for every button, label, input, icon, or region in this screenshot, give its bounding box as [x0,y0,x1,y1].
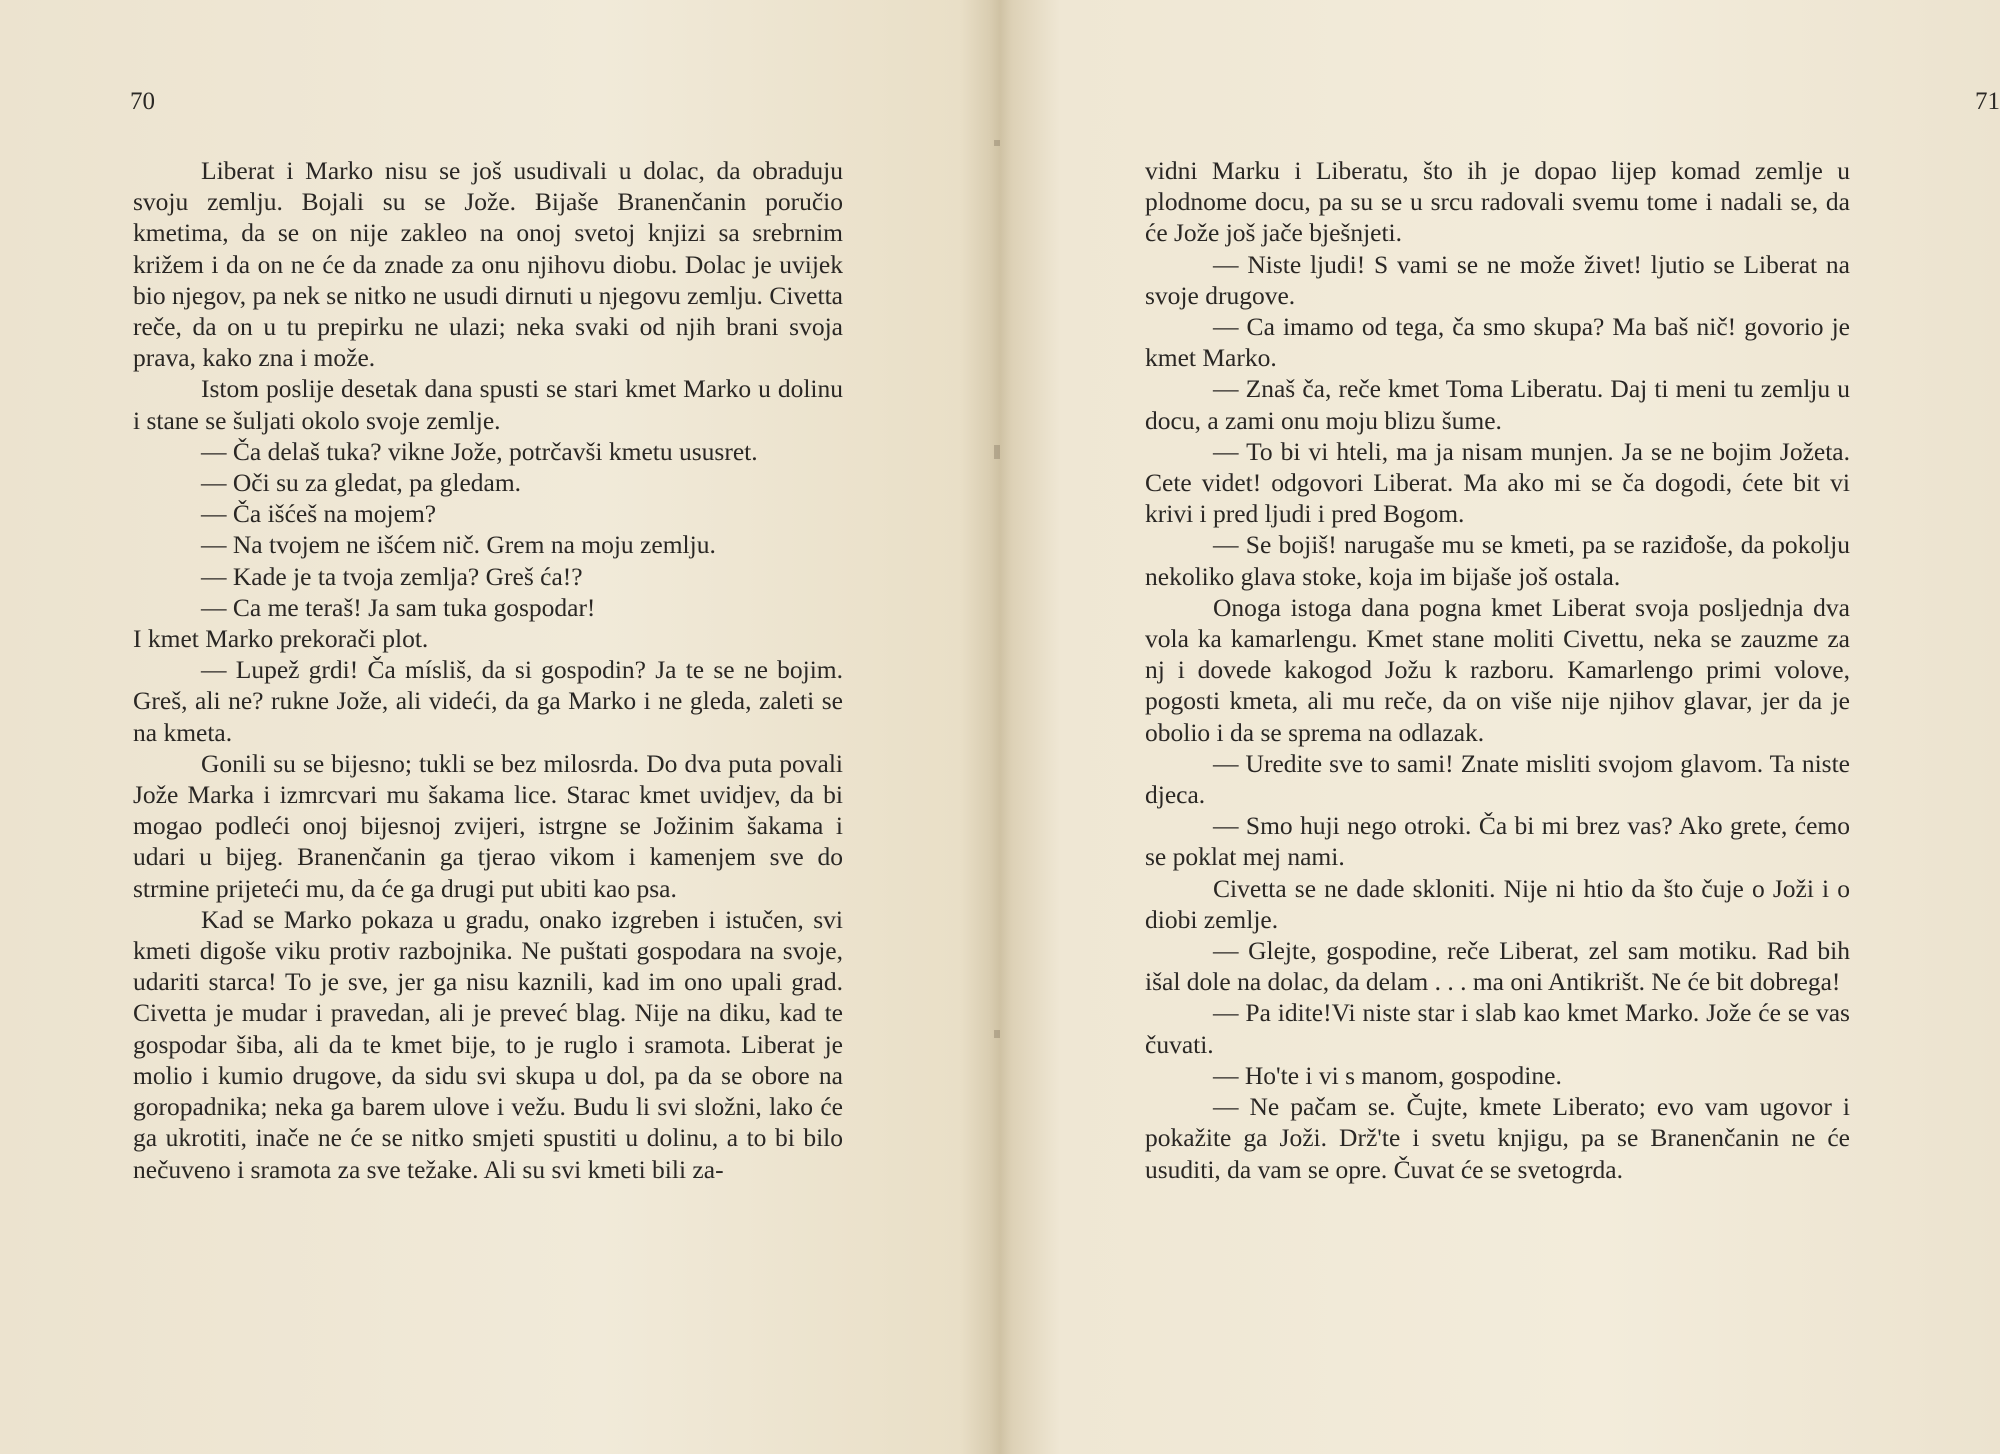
page-number: 70 [130,88,155,115]
paragraph: — Se bojiš! narugaše mu se kmeti, pa se raziđoše, da pokolju nekoliko glava stoke, koja im bijaše još ostala. [1145,530,1850,591]
paragraph: Istom poslije desetak dana spusti se stari kmet Marko u dolinu i stane se šuljati okolo svoje zemlje. [133,374,843,435]
page-text [133,155,843,1185]
paragraph: Liberat i Marko nisu se još usudivali u dolac, da obraduju svoju zemlju. Bojali su se Jože. Bijaše Branenčanin poručio kmetima, da se on nije zakleo na onoj svetoj knjizi sa srebrnim križem i da on ne će da znade za onu njihovu diobu. Dolac je uvijek bio njegov, pa nek se nitko ne usudi dirnuti u njegovu zemlju. Civetta reče, da on u tu prepirku ne ulazi; neka svaki od njih brani svoja prava, kako zna i može. [133,156,843,373]
paragraph: vidni Marku i Liberatu, što ih je dopao lijep komad zemlje u plodnome docu, pa su se u srcu radovali svemu tome i nadali se, da će Jože još jače bješnjeti. [1145,156,1850,248]
paragraph: — Oči su za gledat, pa gledam. [201,468,522,498]
paragraph: — Ča delaš tuka? vikne Jože, potrčavši kmetu ususret. [201,436,758,466]
paragraph: — Na tvojem ne išćem nič. Grem na moju zemlju. [201,530,716,560]
paragraph: — Ca me teraš! Ja sam tuka gospodar! [201,592,596,622]
paragraph: — Ča išćeš na mojem? [201,499,437,529]
paragraph: — Pa idite!Vi niste star i slab kao kmet Marko. Jože će se vas čuvati. [1145,998,1850,1059]
paragraph: Gonili su se bijesno; tukli se bez milosrda. Do dva puta povali Jože Marka i izmrcvari mu šakama lice. Starac kmet uvidjev, da bi mogao podleći onoj bijesnoj zvijeri, istrgne se Jožinim šakama i udari u bijeg. Branenčanin ga tjerao vikom i kamenjem sve do strmine prijeteći mu, da će ga drugi put ubiti kao psa. [133,748,843,903]
paragraph: — Uredite sve to sami! Znate misliti svojom glavom. Ta niste djeca. [1145,748,1850,810]
paragraph: — Smo huji nego otroki. Ča bi mi brez vas? Ako grete, ćemo se poklat mej nami. [1145,811,1850,872]
paragraph: — Znaš ča, reče kmet Toma Liberatu. Daj ti meni tu zemlju u docu, a zami onu moju blizu šume. [1145,374,1850,435]
paragraph: — Glejte, gospodine, reče Liberat, zel sam motiku. Rad bih išal dole na dolac, da delam . . . ma oni Antikrišt. Ne će bit dobrega! [1145,936,1850,997]
paragraph: — Ho'te i vi s manom, gospodine. [1213,1060,1562,1090]
paragraph: — Lupež grdi! Ča mísliš, da si gospodin? Ja te se ne bojim. Greš, ali ne? rukne Jože, ali videći, da ga Marko i ne gleda, zaleti se na kmeta. [133,655,843,747]
paragraph: — Ca imamo od tega, ča smo skupa? Ma baš nič! govorio je kmet Marko. [1145,312,1850,373]
paragraph: Civetta se ne dade skloniti. Nije ni htio da što čuje o Joži i o diobi zemlje. [1145,873,1850,934]
paragraph: Kad se Marko pokaza u gradu, onako izgreben i istučen, svi kmeti digoše viku protiv razbojnika. Ne puštati gospodara na svoje, udariti starca! To je sve, jer ga nisu kaznili, kad im ono upali grad. Civetta je mudar i pravedan, ali je preveć blag. Nije na diku, kad te gospodar šiba, ali da te kmet bije, to je ruglo i sramota. Liberat je molio i kumio drugove, da sidu svi skupa u dol, pa da se obore na goropadnika; neka ga barem ulove i vežu. Budu li svi složni, lako će ga ukrotiti, inače ne će se nitko smjeti spustiti u dolinu, a to bi bilo nečuveno i sramota za sve težake. Ali su svi kmeti bili za- [133,904,843,1184]
page-text [1145,155,1850,1185]
page-number: 71 [1975,88,2000,115]
paragraph: I kmet Marko prekorači plot. [133,624,429,654]
paragraph: — Ne pačam se. Čujte, kmete Liberato; evo vam ugovor i pokažite ga Joži. Drž'te i svetu knjigu, pa se Branenčanin ne će usuditi, da vam se opre. Čuvat će se svetogrda. [1145,1092,1850,1184]
paragraph: — To bi vi hteli, ma ja nisam munjen. Ja se ne bojim Jožeta. Cete videt! odgovori Liberat. Ma ako mi se ča dogodi, ćete bit vi krivi i pred ljudi i pred Bogom. [1145,436,1850,529]
paragraph: — Niste ljudi! S vami se ne može živet! ljutio se Liberat na svoje drugove. [1145,249,1850,310]
paragraph: Onoga istoga dana pogna kmet Liberat svoja posljednja dva vola ka kamarlengu. Kmet stane moliti Civettu, neka se zauzme za nj i dovede kakogod Jožu k razboru. Kamarlengo primi volove, pogosti kmeta, ali mu reče, da on više nije njihov glavar, jer da je obolio i da se sprema na odlazak. [1145,592,1850,747]
paragraph: — Kade je ta tvoja zemlja? Greš ća!? [201,561,583,591]
right-page [1000,0,2000,1454]
